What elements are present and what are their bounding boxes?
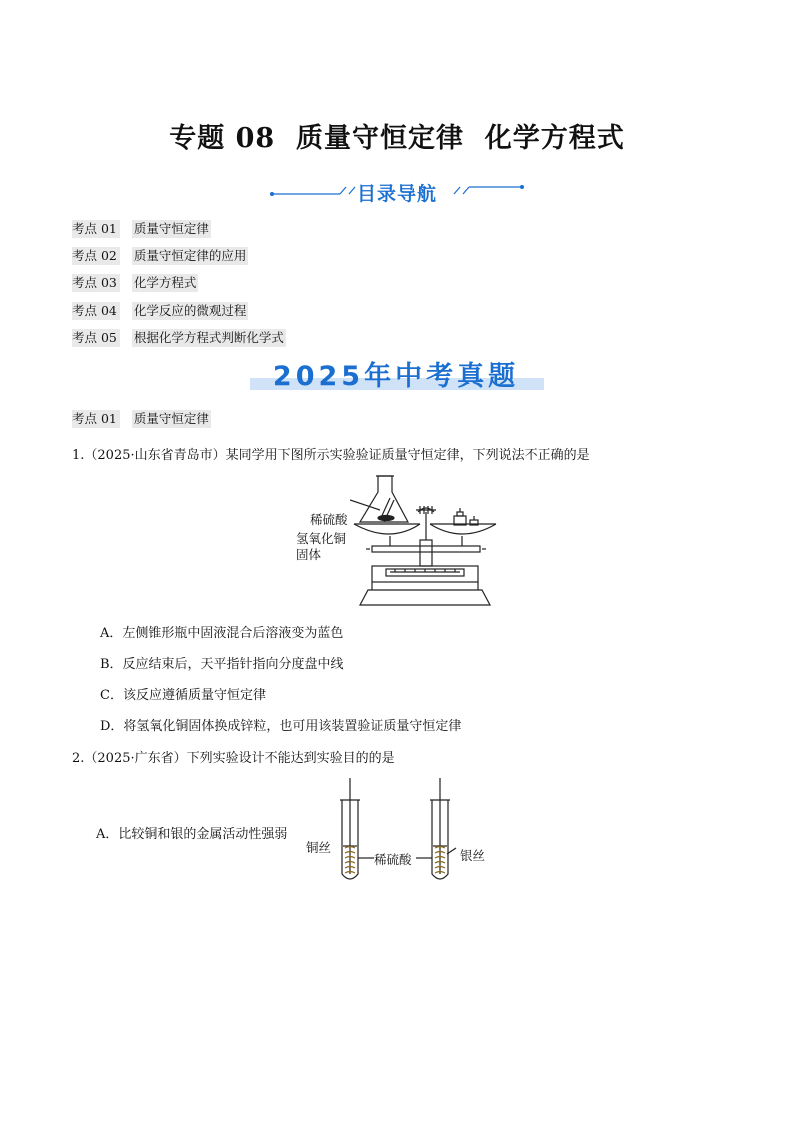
subsection-code: 考点 01 xyxy=(72,410,120,428)
question-1-option-d[interactable]: D．将氢氧化铜固体换成锌粒，也可用该装置验证质量守恒定律 xyxy=(100,719,462,734)
page-title: 专题 08 质量守恒定律 化学方程式 xyxy=(169,123,625,154)
test-tubes-figure xyxy=(330,778,460,888)
section-heading: 2025年中考真题 xyxy=(272,361,520,392)
toc-code: 考点 02 xyxy=(72,247,120,265)
toc-item[interactable] xyxy=(72,329,286,347)
toc-code: 考点 03 xyxy=(72,274,120,292)
question-2-stem: 2.（2025·广东省）下列实验设计不能达到实验目的的是 xyxy=(72,751,395,766)
toc-item[interactable] xyxy=(72,220,211,238)
figure-label-copper-wire: 铜丝 xyxy=(306,840,332,855)
toc-title: 化学方程式 xyxy=(133,275,197,290)
question-1-option-b[interactable]: B．反应结束后，天平指针指向分度盘中线 xyxy=(100,657,344,672)
balance-figure xyxy=(350,470,500,610)
figure-label-solid: 氢氧化铜 xyxy=(296,531,347,546)
toc-title: 化学反应的微观过程 xyxy=(133,303,247,318)
question-1-option-c[interactable]: C．该反应遵循质量守恒定律 xyxy=(100,688,266,703)
subsection-heading xyxy=(72,410,211,428)
toc-item[interactable] xyxy=(72,274,198,292)
toc-title: 质量守恒定律的应用 xyxy=(133,248,247,263)
subsection-title: 质量守恒定律 xyxy=(133,411,209,426)
toc-item[interactable] xyxy=(72,247,248,265)
toc-title: 根据化学方程式判断化学式 xyxy=(133,330,284,345)
toc-code: 考点 04 xyxy=(72,302,120,320)
toc-code: 考点 01 xyxy=(72,220,120,238)
figure-label-solid-line2: 固体 xyxy=(296,547,322,562)
figure-label-acid: 稀硫酸 xyxy=(310,512,348,527)
toc-item[interactable] xyxy=(72,302,248,320)
question-2-option-a[interactable]: A．比较铜和银的金属活动性强弱 xyxy=(96,827,288,842)
nav-heading: 目录导航 xyxy=(356,183,437,205)
toc-code: 考点 05 xyxy=(72,329,120,347)
question-1-option-a[interactable]: A．左侧锥形瓶中固液混合后溶液变为蓝色 xyxy=(100,626,344,641)
figure-label-acid-2: 稀硫酸 xyxy=(374,852,412,867)
figure-label-silver-wire: 银丝 xyxy=(460,848,486,863)
question-1-stem: 1.（2025·山东省青岛市）某同学用下图所示实验验证质量守恒定律，下列说法不正确的是 xyxy=(72,448,590,463)
toc-title: 质量守恒定律 xyxy=(133,221,209,236)
